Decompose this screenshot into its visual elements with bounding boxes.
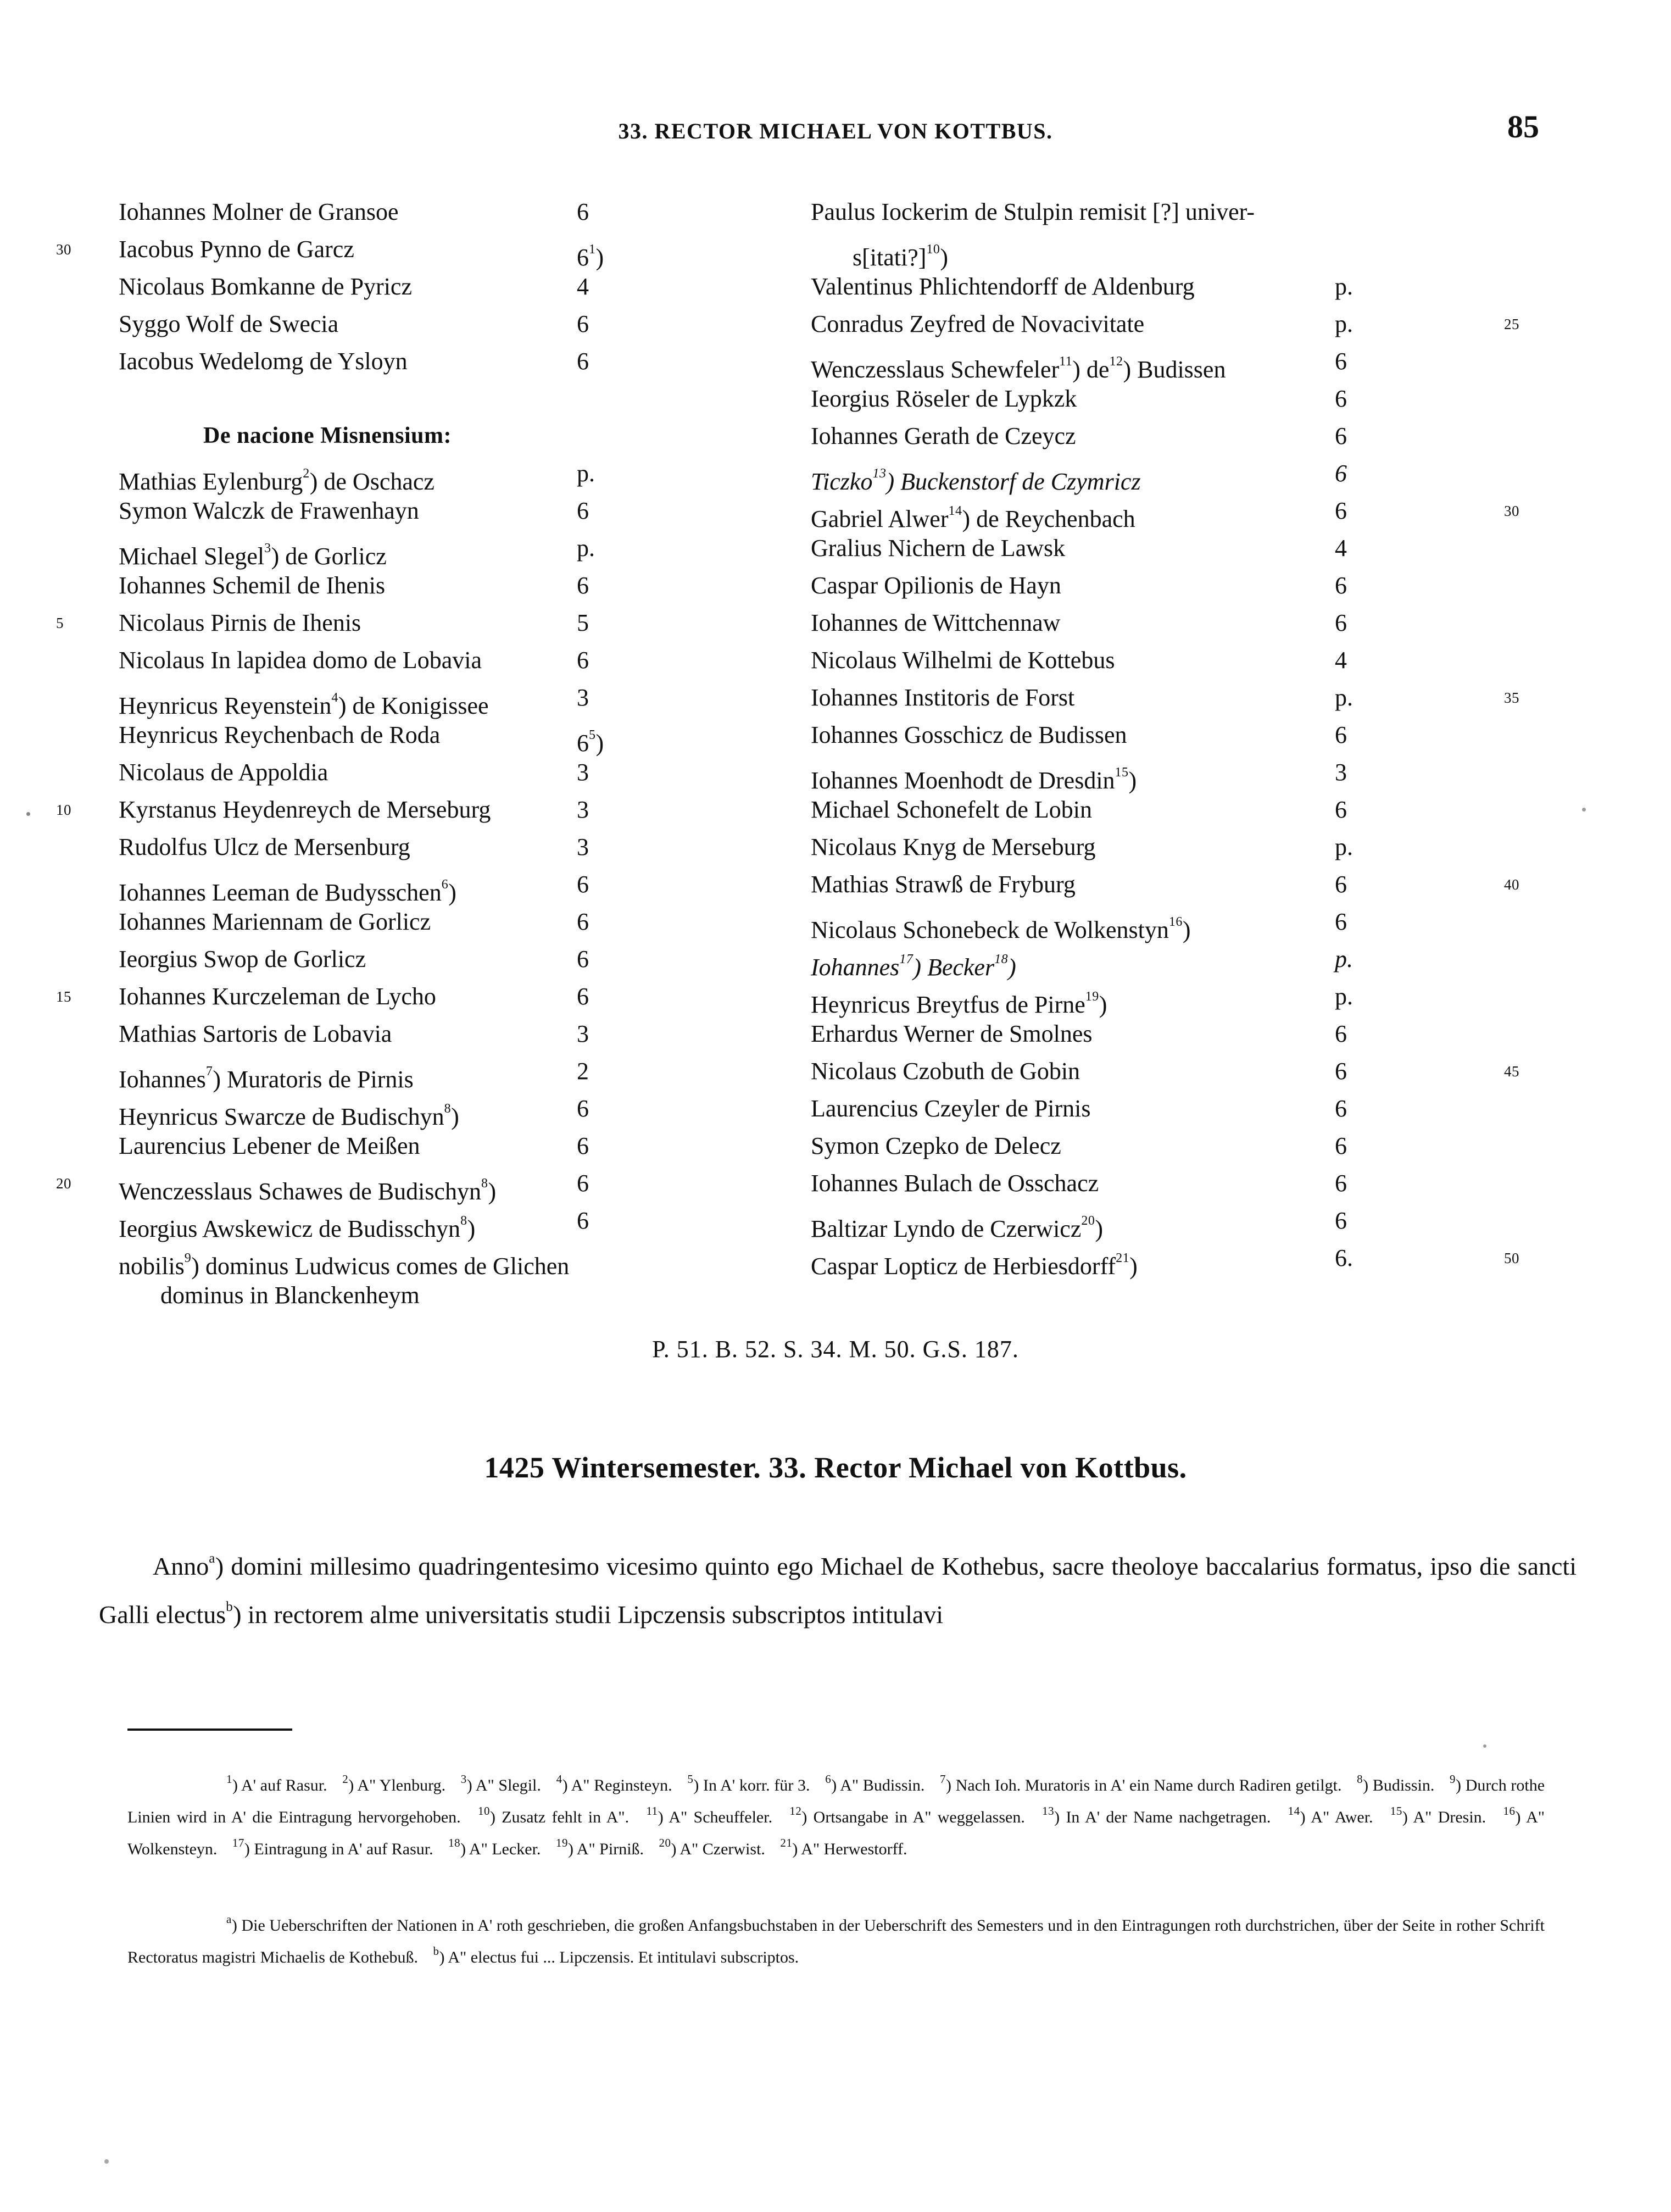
footnote-ref: 6 bbox=[441, 877, 449, 892]
footnote-text: ) A" Pirniß. bbox=[567, 1840, 644, 1858]
footnote-marker: 9 bbox=[1450, 1772, 1456, 1786]
matriculation-register bbox=[0, 193, 1671, 1331]
register-entry bbox=[99, 679, 747, 719]
entry-name: Heynricus Swarcze de Budischyn$^8$) bbox=[119, 1102, 459, 1130]
entry-name: Iohannes$^{17}$) Becker$^{18}$) bbox=[811, 952, 1016, 981]
semester-heading: 1425 Wintersemester. 33. Rector Michael von Kottbus. bbox=[484, 1451, 1187, 1484]
nation-heading: De nacione Misnensium: bbox=[203, 423, 452, 448]
footnote-ref-b: b bbox=[226, 1599, 233, 1614]
page-number: 85 bbox=[1507, 109, 1539, 144]
footnote-ref: 5 bbox=[589, 728, 596, 742]
entry-name: Iacobus Pynno de Garcz bbox=[119, 236, 354, 263]
entry-name: Caspar Opilionis de Hayn bbox=[811, 572, 1061, 599]
register-entry bbox=[99, 1202, 747, 1240]
footnote-marker: 14 bbox=[1288, 1804, 1300, 1818]
footnote-ref: 1 bbox=[589, 242, 596, 257]
footnote-marker: 16 bbox=[1503, 1804, 1516, 1818]
footnotes-numeric bbox=[127, 1766, 1545, 1862]
footnote-text: ) In A' der Name nachgetragen. bbox=[1054, 1808, 1271, 1826]
footnote-marker: 18 bbox=[448, 1836, 461, 1849]
register-entry bbox=[99, 343, 747, 380]
entry-fee: 4 bbox=[1335, 647, 1347, 674]
entry-fee: 6 bbox=[1335, 385, 1347, 412]
totals-line: P. 51. B. 52. S. 34. M. 50. G.S. 187. bbox=[652, 1336, 1019, 1363]
scan-speck bbox=[26, 812, 30, 816]
entry-name: Symon Czepko de Delecz bbox=[811, 1132, 1061, 1159]
entry-fee: p. bbox=[577, 460, 595, 487]
register-entry bbox=[99, 642, 747, 679]
entry-name: Nicolaus Wilhelmi de Kottebus bbox=[811, 647, 1115, 674]
line-number: 45 bbox=[1504, 1063, 1519, 1080]
entry-name: Kyrstanus Heydenreych de Merseburg bbox=[119, 796, 491, 823]
entry-name: Iohannes Bulach de Osschacz bbox=[811, 1170, 1099, 1197]
register-entry bbox=[791, 305, 1519, 343]
footnote-ref: 9 bbox=[184, 1251, 192, 1265]
footnote-ref: 4 bbox=[331, 691, 338, 705]
footnote-divider bbox=[127, 1729, 292, 1731]
entry-name: Ieorgius Röseler de Lypkzk bbox=[811, 385, 1077, 412]
entry-fee: 6 bbox=[577, 1207, 589, 1234]
footnote-text: ) A" Wolkensteyn. bbox=[127, 1808, 1545, 1858]
register-entry bbox=[56, 791, 747, 829]
entry-name: Iohannes Institoris de Forst bbox=[811, 684, 1075, 711]
entry-name: Heynricus Reyenstein$^4$) de Konigissee bbox=[119, 691, 489, 719]
entry-fee: 6 bbox=[1335, 1132, 1347, 1159]
register-entry bbox=[791, 380, 1472, 418]
entry-fee: 4 bbox=[1335, 535, 1347, 562]
footnote-marker: 6 bbox=[825, 1772, 832, 1786]
footnote-marker: 11 bbox=[646, 1804, 658, 1818]
register-entry bbox=[791, 492, 1519, 532]
entry-fee: $6^5$) bbox=[577, 728, 604, 757]
entry-name: Heynricus Breytfus de Pirne$^{19}$) bbox=[811, 990, 1107, 1018]
register-entry bbox=[791, 866, 1519, 903]
footnote-text: ) A" Czerwist. bbox=[671, 1840, 765, 1858]
entry-fee: 6 bbox=[577, 497, 589, 524]
entry-fee: 6 bbox=[577, 198, 589, 225]
entry-fee: p. bbox=[577, 535, 595, 562]
entry-name: Syggo Wolf de Swecia bbox=[119, 310, 339, 337]
footnote-text: ) A" Lecker. bbox=[460, 1840, 541, 1858]
footnotes-lettered bbox=[127, 1907, 1545, 1970]
entry-name: Erhardus Werner de Smolnes bbox=[811, 1020, 1093, 1047]
entry-name: Laurencius Lebener de Meißen bbox=[119, 1132, 420, 1159]
entry-fee: 6 bbox=[1335, 871, 1347, 898]
intitulatio-paragraph bbox=[99, 1538, 1577, 1635]
entry-fee: p. bbox=[1335, 310, 1353, 337]
entry-fee: 3 bbox=[577, 796, 589, 823]
footnote-ref: 8 bbox=[444, 1102, 452, 1116]
entry-name: Valentinus Phlichtendorff de Aldenburg bbox=[811, 273, 1195, 300]
register-entry bbox=[99, 754, 747, 791]
footnote-marker: 4 bbox=[556, 1772, 562, 1786]
footnote-text: ) A" electus fui ... Lipczensis. Et intitulavi subscriptos. bbox=[439, 1948, 799, 1966]
entry-name: Michael Slegel$^3$) de Gorlicz bbox=[119, 541, 387, 570]
register-entry bbox=[791, 941, 1472, 981]
register-entry bbox=[99, 1053, 747, 1093]
entry-name: Ticzko$^{13}$) Buckenstorf de Czymricz bbox=[811, 466, 1141, 495]
register-entry bbox=[791, 829, 1472, 866]
scan-speck bbox=[1483, 1744, 1486, 1748]
footnote-text: ) In A' korr. für 3. bbox=[693, 1776, 810, 1794]
footnote-ref: 14 bbox=[948, 504, 962, 518]
entry-fee: p. bbox=[1335, 983, 1353, 1010]
entry-name: Iohannes Leeman de Budysschen$^6$) bbox=[119, 877, 456, 906]
footnote-marker: 15 bbox=[1390, 1804, 1402, 1818]
register-entry bbox=[791, 791, 1472, 829]
entry-fee: 6 bbox=[1335, 796, 1347, 823]
entry-fee: p. bbox=[1335, 833, 1353, 860]
entry-fee: 6 bbox=[1335, 1207, 1347, 1234]
entry-fee: 6 bbox=[1335, 1058, 1347, 1085]
entry-name: s[itati?]$^{10}$) bbox=[853, 242, 949, 271]
entry-fee: 6 bbox=[577, 572, 589, 599]
entry-name: Iohannes$^7$) Muratoris de Pirnis bbox=[119, 1064, 414, 1093]
entry-name: Laurencius Czeyler de Pirnis bbox=[811, 1095, 1091, 1122]
footnote-text: ) A" Budissin. bbox=[831, 1776, 925, 1794]
register-entry bbox=[791, 567, 1472, 604]
footnote-ref: 10 bbox=[926, 242, 940, 257]
entry-name: Iohannes Gosschicz de Budissen bbox=[811, 721, 1127, 748]
footnote-marker: 17 bbox=[232, 1836, 244, 1849]
footnote-ref: 2 bbox=[303, 466, 310, 481]
footnote-ref: 15 bbox=[1115, 765, 1129, 780]
entry-fee: 3 bbox=[577, 1020, 589, 1047]
entry-fee: $6^1$) bbox=[577, 242, 604, 271]
footnote-ref-a: a bbox=[209, 1551, 215, 1566]
register-entry bbox=[791, 1015, 1472, 1053]
entry-fee: 6. bbox=[1335, 1244, 1353, 1271]
footnote-ref: 21 bbox=[1116, 1251, 1130, 1265]
register-entry bbox=[99, 1090, 747, 1130]
entry-fee: 6 bbox=[1335, 1170, 1347, 1197]
entry-fee: 6 bbox=[577, 1132, 589, 1159]
entry-name: Gralius Nichern de Lawsk bbox=[811, 535, 1066, 562]
footnote-marker: 19 bbox=[555, 1836, 568, 1849]
register-entry bbox=[791, 1202, 1472, 1240]
register-entry bbox=[791, 642, 1472, 679]
entry-fee: 6 bbox=[577, 348, 589, 375]
line-number: 30 bbox=[1504, 503, 1519, 519]
register-entry bbox=[99, 1015, 747, 1053]
footnote-text: ) A' auf Rasur. bbox=[232, 1776, 327, 1794]
footnote-text: ) Budissin. bbox=[1363, 1776, 1435, 1794]
footnote-text: ) A" Ylenburg. bbox=[348, 1776, 446, 1794]
footnote-marker: 8 bbox=[1357, 1772, 1363, 1786]
register-entry bbox=[791, 268, 1472, 305]
line-number: 25 bbox=[1504, 316, 1519, 332]
register-entry bbox=[99, 866, 747, 906]
entry-name: Iohannes Molner de Gransoe bbox=[119, 198, 399, 225]
intro-part-2: ) domini millesimo quadringentesimo vicesimo quinto ego Michael de Kothebus, sacre theoloye baccalarius formatus, ipso die sancti Galli electus bbox=[99, 1552, 1577, 1629]
footnote-ref: 18 bbox=[994, 952, 1009, 966]
footnote-marker: 10 bbox=[477, 1804, 490, 1818]
entry-name: Iohannes Moenhodt de Dresdin$^{15}$) bbox=[811, 765, 1137, 794]
footnote-marker: 1 bbox=[226, 1772, 232, 1786]
register-entry bbox=[791, 455, 1472, 495]
entry-fee: 6 bbox=[1335, 423, 1347, 449]
register-entry bbox=[99, 567, 747, 604]
register-entry bbox=[99, 193, 747, 231]
entry-fee: 3 bbox=[1335, 759, 1347, 786]
footnote-ref: 12 bbox=[1109, 354, 1123, 369]
register-entry bbox=[791, 679, 1519, 716]
section-spacer bbox=[99, 380, 747, 394]
entry-fee: 6 bbox=[577, 310, 589, 337]
footnote-ref: 13 bbox=[872, 466, 887, 481]
entry-name: Iohannes Mariennam de Gorlicz bbox=[119, 908, 431, 935]
running-head bbox=[0, 109, 1671, 151]
footnote-marker: 2 bbox=[342, 1772, 349, 1786]
entry-fee: 6 bbox=[577, 871, 589, 898]
entry-name: Ieorgius Awskewicz de Budisschyn$^8$) bbox=[119, 1214, 476, 1242]
entry-name: Conradus Zeyfred de Novacivitate bbox=[811, 310, 1145, 337]
footnote-ref: 17 bbox=[899, 952, 914, 966]
entry-fee: 4 bbox=[577, 273, 589, 300]
entry-fee: 6 bbox=[1335, 721, 1347, 748]
entry-name: Iacobus Wedelomg de Ysloyn bbox=[119, 348, 408, 375]
register-entry bbox=[791, 1127, 1472, 1165]
footnote-ref: 16 bbox=[1168, 915, 1183, 929]
entry-name: Nicolaus In lapidea domo de Lobavia bbox=[119, 647, 482, 674]
register-entry bbox=[99, 1240, 747, 1280]
entry-name: Nicolaus Czobuth de Gobin bbox=[811, 1058, 1080, 1085]
register-entry bbox=[791, 903, 1472, 941]
footnote-text: ) Ortsangabe in A" weggelassen. bbox=[801, 1808, 1025, 1826]
register-entry bbox=[791, 754, 1472, 794]
register-entry bbox=[56, 978, 747, 1015]
footnote-text: ) A" Slegil. bbox=[466, 1776, 541, 1794]
entry-name: Nicolaus Knyg de Merseburg bbox=[811, 833, 1096, 860]
scan-speck bbox=[1582, 808, 1586, 812]
entry-fee: 6 bbox=[577, 647, 589, 674]
entry-name: Symon Walczk de Frawenhayn bbox=[119, 497, 419, 524]
register-entry bbox=[99, 1127, 747, 1165]
entry-fee: 6 bbox=[1335, 497, 1347, 524]
entry-fee: 6 bbox=[1335, 460, 1347, 487]
footnote-marker: 3 bbox=[460, 1772, 467, 1786]
line-number: 35 bbox=[1504, 690, 1519, 706]
footnote-marker: 7 bbox=[940, 1772, 946, 1786]
entry-name: Gabriel Alwer$^{14}$) de Reychenbach bbox=[811, 504, 1135, 532]
entry-name: Nicolaus de Appoldia bbox=[119, 759, 328, 786]
entry-name: Nicolaus Bomkanne de Pyricz bbox=[119, 273, 412, 300]
register-entry bbox=[99, 268, 747, 305]
entry-fee: p. bbox=[1335, 684, 1353, 711]
register-entry bbox=[99, 941, 747, 978]
footnote-marker: 21 bbox=[780, 1836, 793, 1849]
register-entry bbox=[791, 530, 1472, 567]
entry-name: nobilis$^9$) dominus Ludwicus comes de Glichen bbox=[119, 1251, 570, 1280]
footnote-marker: b bbox=[433, 1944, 439, 1958]
intro-part-3: ) in rectorem alme universitatis studii Lipczensis subscriptos intitulavi bbox=[233, 1600, 944, 1629]
register-entry bbox=[56, 231, 747, 271]
footnote-text: ) A" Herwestorff. bbox=[792, 1840, 907, 1858]
entry-fee: 6 bbox=[1335, 609, 1347, 636]
register-entry bbox=[791, 1240, 1519, 1280]
register-entry bbox=[791, 1090, 1472, 1127]
entry-fee: 3 bbox=[577, 759, 589, 786]
footnote-text: ) Nach Ioh. Muratoris in A' ein Name durch Radiren getilgt. bbox=[946, 1776, 1342, 1794]
entry-name: Caspar Lopticz de Herbiesdorff$^{21}$) bbox=[811, 1251, 1138, 1280]
scan-speck bbox=[104, 2159, 109, 2164]
line-number: 40 bbox=[1504, 876, 1519, 893]
footnote-ref: 11 bbox=[1059, 354, 1073, 369]
line-number: 30 bbox=[56, 241, 71, 258]
entry-fee: 5 bbox=[577, 609, 589, 636]
footnote-marker: 5 bbox=[687, 1772, 694, 1786]
intro-part-1: Anno bbox=[153, 1552, 209, 1580]
entry-name: Wenczesslaus Schewfeler$^{11}$) $de^{12}$) Budissen bbox=[811, 354, 1226, 383]
entry-name: Iohannes Schemil de Ihenis bbox=[119, 572, 386, 599]
register-entry bbox=[99, 829, 747, 866]
register-entry bbox=[99, 305, 747, 343]
entry-fee: 6 bbox=[577, 1170, 589, 1197]
register-entry bbox=[791, 1053, 1519, 1090]
entry-name: Iohannes Kurczeleman de Lycho bbox=[119, 983, 436, 1010]
footnote-marker: 12 bbox=[789, 1804, 802, 1818]
entry-fee: 6 bbox=[1335, 1020, 1347, 1047]
footnote-marker: 13 bbox=[1042, 1804, 1055, 1818]
entry-fee: p. bbox=[1335, 946, 1353, 972]
footnote-text: ) Durch rothe Linien wird in A' die Eintragung hervorgehoben. bbox=[127, 1776, 1545, 1826]
entry-name: Michael Schonefelt de Lobin bbox=[811, 796, 1092, 823]
register-entry bbox=[99, 1277, 747, 1314]
register-column-right bbox=[791, 193, 1519, 1280]
entry-name: Iohannes de Wittchennaw bbox=[811, 609, 1061, 636]
entry-name: Mathias Sartoris de Lobavia bbox=[119, 1020, 392, 1047]
entry-fee: 6 bbox=[1335, 908, 1347, 935]
entry-name: Wenczesslaus Schawes de Budischyn$^8$) bbox=[119, 1176, 497, 1205]
register-entry bbox=[791, 193, 1472, 231]
footnote-text: ) Eintragung in A' auf Rasur. bbox=[244, 1840, 433, 1858]
footnote-text: ) Die Ueberschriften der Nationen in A' roth geschrieben, die großen Anfangsbuchstaben in der Ueberschrift des Semesters und in den Eintragungen roth durchstrichen, über der Seite in rother Schrift Rectoratus magistri Michaelis de Kothebuß. bbox=[127, 1916, 1545, 1966]
register-entry bbox=[99, 903, 747, 941]
register-entry bbox=[791, 1165, 1472, 1202]
footnote-ref: 3 bbox=[264, 541, 271, 555]
line-number: 5 bbox=[56, 615, 64, 631]
register-entry bbox=[99, 455, 747, 495]
register-entry bbox=[791, 343, 1472, 383]
line-number: 10 bbox=[56, 802, 71, 818]
register-entry bbox=[56, 604, 747, 642]
entry-fee: 3 bbox=[577, 833, 589, 860]
entry-fee: p. bbox=[1335, 273, 1353, 300]
running-head-title: 33. RECTOR MICHAEL VON KOTTBUS. bbox=[618, 119, 1053, 143]
footnote-ref: 8 bbox=[481, 1176, 488, 1191]
footnote-ref: 7 bbox=[205, 1064, 213, 1079]
register-entry bbox=[791, 716, 1472, 754]
entry-fee: 2 bbox=[577, 1058, 589, 1085]
entry-name: Iohannes Gerath de Czeycz bbox=[811, 423, 1076, 449]
footnote-text: ) A" Scheuffeler. bbox=[658, 1808, 773, 1826]
entry-name: Rudolfus Ulcz de Mersenburg bbox=[119, 833, 410, 860]
footnote-text: ) Zusatz fehlt in A". bbox=[489, 1808, 630, 1826]
entry-name: Heynricus Reychenbach de Roda bbox=[119, 721, 441, 748]
footnote-marker: 20 bbox=[659, 1836, 671, 1849]
footnote-marker: a bbox=[226, 1913, 232, 1926]
register-entry bbox=[56, 1165, 747, 1205]
entry-name: Ieorgius Swop de Gorlicz bbox=[119, 946, 366, 972]
entry-name: Baltizar Lyndo de Czerwicz$^{20}$) bbox=[811, 1214, 1104, 1242]
register-entry bbox=[791, 418, 1472, 455]
entry-fee: 6 bbox=[1335, 1095, 1347, 1122]
entry-name: Nicolaus Schonebeck de Wolkenstyn$^{16}$) bbox=[811, 915, 1191, 943]
entry-name: Mathias Eylenburg$^2$) de Oschacz bbox=[119, 466, 435, 495]
line-number: 15 bbox=[56, 988, 71, 1005]
register-entry bbox=[791, 231, 1472, 271]
entry-fee: 6 bbox=[1335, 348, 1347, 375]
entry-name: dominus in Blanckenheym bbox=[160, 1282, 420, 1309]
entry-fee: 3 bbox=[577, 684, 589, 711]
line-number: 20 bbox=[56, 1175, 71, 1192]
entry-fee: 6 bbox=[577, 983, 589, 1010]
register-column-left bbox=[56, 193, 747, 1314]
entry-fee: 6 bbox=[1335, 572, 1347, 599]
footnote-text: ) A" Reginsteyn. bbox=[562, 1776, 672, 1794]
footnote-ref: 20 bbox=[1081, 1214, 1095, 1228]
entry-fee: 6 bbox=[577, 908, 589, 935]
entry-name: Nicolaus Pirnis de Ihenis bbox=[119, 609, 361, 636]
register-entry bbox=[791, 604, 1472, 642]
footnote-ref: 8 bbox=[460, 1214, 467, 1228]
entry-name: Paulus Iockerim de Stulpin remisit [?] univer- bbox=[811, 198, 1255, 225]
line-number: 50 bbox=[1504, 1250, 1519, 1266]
footnote-text: ) A" Dresin. bbox=[1402, 1808, 1486, 1826]
register-entry bbox=[99, 716, 747, 757]
entry-name: Mathias Strawß de Fryburg bbox=[811, 871, 1076, 898]
entry-fee: 6 bbox=[577, 1095, 589, 1122]
footnote-text: ) A" Awer. bbox=[1300, 1808, 1373, 1826]
register-entry bbox=[99, 492, 747, 530]
footnote-ref: 19 bbox=[1085, 990, 1099, 1004]
register-entry bbox=[99, 530, 747, 570]
entry-fee: 6 bbox=[577, 946, 589, 972]
register-entry bbox=[791, 978, 1472, 1018]
